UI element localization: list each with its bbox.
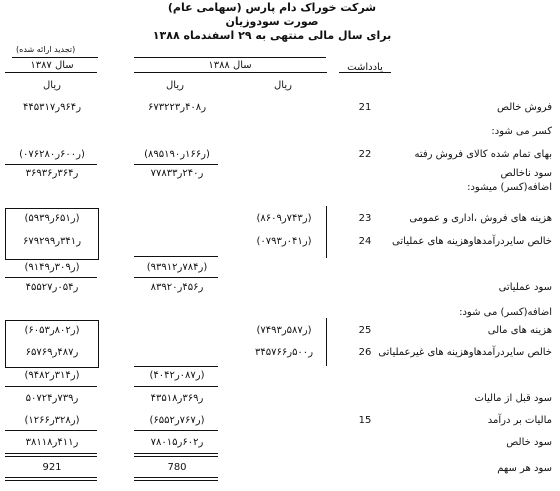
other-operating-label: خالص سایردرآمدهاوهزینه های عملیاتی bbox=[392, 236, 552, 247]
finance-costs-label: هزینه های مالی bbox=[487, 325, 552, 336]
income-tax-1388: (۶۵۵ر۷۶۷ر۲) bbox=[149, 415, 205, 426]
add-less-nonoperating-label: اضافه(کسر) می شود: bbox=[459, 307, 552, 318]
cogs-label: بهای تمام شده کالای فروش رفته bbox=[414, 149, 552, 160]
sga-1387: (۵۹۳ر۶۵۱ر۹) bbox=[24, 213, 80, 224]
header-rule-1387-bottom bbox=[5, 72, 97, 73]
operating-profit-label: سود عملیاتی bbox=[498, 282, 552, 293]
rule-eps-1388-double bbox=[134, 480, 218, 481]
rule-cogs-1387 bbox=[5, 164, 97, 165]
income-tax-label: مالیات بر درآمد bbox=[487, 415, 552, 426]
other-nonoperating-1388: ۳۴۵ر۵۰۰ر۷۶۶ bbox=[254, 347, 314, 358]
rule-net-1387 bbox=[5, 453, 97, 454]
income-tax-note: 15 bbox=[358, 415, 372, 426]
other-operating-1387: ۶۷۹ر۳۴۱ر۲۹۹ bbox=[22, 236, 82, 247]
operating-profit-1387: ۴۵۵ر۰۵۴ر۲۷ bbox=[25, 282, 79, 293]
year-1387-header: سال ۱۳۸۷ bbox=[30, 60, 74, 71]
rule-operating-1388 bbox=[134, 256, 218, 257]
nonoperating-detail-rule bbox=[326, 318, 327, 366]
sga-label: هزینه های فروش ،اداری و عمومی bbox=[409, 213, 552, 224]
net-profit-1387: ۳۸۱ر۴۱۱ر۱۸ bbox=[25, 437, 79, 448]
currency-1388-total: ریال bbox=[166, 80, 184, 91]
restated-note: (تجدید ارائه شده) bbox=[16, 45, 76, 54]
rule-op-subtotal-1387 bbox=[5, 277, 97, 278]
rule-nonop-subtotal-1388 bbox=[134, 386, 218, 387]
operating-profit-1388: ۸۳۹ر۴۵۶ر۲۰ bbox=[150, 282, 204, 293]
other-nonoperating-label: خالص سایردرآمدهاوهزینه های غیرعملیاتی bbox=[378, 347, 552, 358]
header-rule-1388 bbox=[134, 57, 326, 58]
rule-eps-1387 bbox=[5, 477, 97, 478]
currency-1387: ریال bbox=[43, 80, 61, 91]
year-1388-header: سال ۱۳۸۸ bbox=[208, 60, 252, 71]
profit-before-tax-label: سود قبل از مالیات bbox=[474, 393, 552, 404]
profit-before-tax-1387: ۵۰۷ر۷۳۹ر۲۴ bbox=[25, 393, 79, 404]
net-profit-1388: ۷۸۰ر۶۰۲ر۱۵ bbox=[150, 437, 204, 448]
profit-before-tax-1388: ۴۳۵ر۳۶۹ر۱۸ bbox=[150, 393, 204, 404]
cogs-note: 22 bbox=[358, 149, 372, 160]
finance-costs-note: 25 bbox=[358, 325, 372, 336]
finance-costs-1387: (۶۰۵ر۸۰۲ر۳) bbox=[24, 325, 80, 336]
header-rule-note bbox=[339, 72, 391, 73]
header-rule-1387 bbox=[12, 57, 98, 58]
rule-net-1388-double bbox=[134, 456, 218, 457]
rule-nonop-subtotal-1387 bbox=[5, 386, 97, 387]
gross-profit-1388: ۷۷۸ر۲۴۰ر۳۳ bbox=[150, 168, 204, 179]
header-rule-1388-bottom bbox=[134, 72, 327, 73]
nonoperating-subtotal-1388: (۴۰۴ر۰۸۷ر۲) bbox=[149, 370, 205, 381]
currency-1388-detail: ریال bbox=[274, 80, 292, 91]
company-name: شرکت خوراک دام پارس (سهامی عام) bbox=[167, 1, 377, 14]
operating-detail-rule bbox=[326, 206, 327, 258]
net-sales-label: فروش خالص bbox=[496, 102, 552, 113]
eps-1387: 921 bbox=[42, 462, 62, 473]
rule-tax-1387 bbox=[5, 430, 97, 431]
rule-cogs-1388 bbox=[134, 164, 218, 165]
net-sales-note: 21 bbox=[358, 102, 372, 113]
net-profit-label: سود خالص bbox=[506, 437, 552, 448]
rule-nonop-1388 bbox=[134, 366, 218, 367]
sga-1388: (۸۶۰ر۷۴۳ر۹) bbox=[256, 213, 312, 224]
other-operating-1388: (۰۷۹ر۰۴۱ر۳) bbox=[256, 236, 312, 247]
other-nonoperating-1387: ۶۵۷ر۴۸۷ر۶۹ bbox=[25, 347, 79, 358]
add-less-operating-label: اضافه(کسر) میشود: bbox=[467, 182, 552, 193]
other-nonoperating-note: 26 bbox=[358, 347, 372, 358]
rule-eps-1387-double bbox=[5, 480, 97, 481]
less-label: کسر می شود: bbox=[491, 126, 552, 137]
gross-profit-label: سود ناخالص bbox=[500, 168, 552, 179]
nonoperating-subtotal-1387: (۹۴۸ر۳۱۴ر۲) bbox=[24, 370, 80, 381]
other-operating-note: 24 bbox=[358, 236, 372, 247]
statement-title: صورت سودوزیان bbox=[225, 15, 319, 28]
net-sales-1387: ۴۴۵ر۹۶۴ر۳۱۷ bbox=[22, 102, 82, 113]
net-sales-1388: ۶۷۳ر۴۰۸ر۲۲۳ bbox=[147, 102, 207, 113]
statement-period: برای سال مالی منتهی به ۲۹ اسفندماه ۱۳۸۸ bbox=[152, 29, 392, 42]
eps-label: سود هر سهم bbox=[497, 463, 552, 474]
sga-note: 23 bbox=[358, 213, 372, 224]
rule-net-1388 bbox=[134, 453, 218, 454]
rule-tax-1388 bbox=[134, 430, 218, 431]
note-header: یادداشت bbox=[347, 62, 383, 73]
rule-op-subtotal-1388 bbox=[134, 277, 218, 278]
rule-eps-1388 bbox=[134, 477, 218, 478]
cogs-1388: (۸۹۵ر۱۶۶ر۱۹۰) bbox=[144, 149, 210, 160]
eps-1388: 780 bbox=[167, 462, 187, 473]
cogs-1387: (۰۷۶ر۶۰۰ر۲۸۰) bbox=[19, 149, 85, 160]
operating-subtotal-1387: (۹۱۴ر۳۰۹ر۹) bbox=[24, 262, 80, 273]
gross-profit-1387: ۳۶۹ر۳۶۴ر۳۶ bbox=[25, 168, 79, 179]
rule-net-1387-double bbox=[5, 456, 97, 457]
income-tax-1387: (۱۲۶ر۳۲۸ر۶) bbox=[24, 415, 80, 426]
finance-costs-1388: (۷۴۹ر۵۸۷ر۳) bbox=[256, 325, 312, 336]
operating-subtotal-1388: (۹۳۹ر۷۸۴ر۱۲) bbox=[146, 262, 208, 273]
